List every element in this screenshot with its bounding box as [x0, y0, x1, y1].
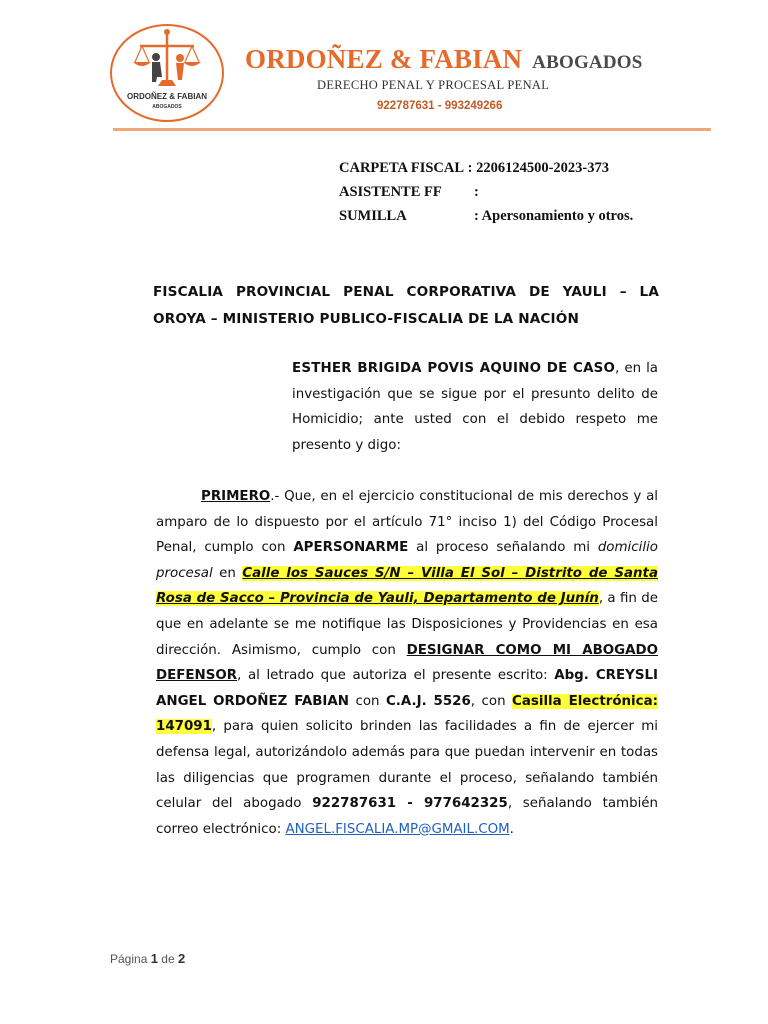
text-segment: , con	[470, 693, 513, 709]
procesal-address: Calle los Sauces S/N – Villa El Sol – Distrito de Santa Rosa de Sacco – Provincia de Yauli, Departamento de Junín	[156, 565, 658, 607]
email-link[interactable]: ANGEL.FISCALIA.MP@GMAIL.COM	[285, 821, 510, 837]
text-segment: , al letrado que autoriza el presente escrito:	[237, 668, 555, 684]
text-segment: con	[348, 693, 386, 709]
party-text: , en la investigación que se sigue por el presunto delito de Homicidio; ante usted con el debido respeto me presento y digo:	[292, 361, 659, 453]
firm-name-main: ORDOÑEZ & FABIAN	[245, 44, 523, 74]
text-segment: en	[212, 565, 243, 581]
text-segment: , a fin de que en adelante se me notifique las Disposiciones y Providencias en esa dirección. Asimismo, cumplo con	[156, 591, 658, 658]
firm-name	[245, 44, 643, 75]
firm-phones: 922787631 - 993249266	[377, 100, 503, 112]
primero-label: PRIMERO	[201, 489, 271, 504]
addressee-heading: FISCALIA PROVINCIAL PENAL CORPORATIVA DE YAULI – LA OROYA – MINISTERIO PUBLICO-FISCALIA DE LA NACIÓN	[153, 284, 659, 327]
page-total: 2	[178, 951, 186, 966]
case-metadata	[339, 156, 633, 228]
page-number: 1	[150, 951, 158, 966]
domicilio-procesal: domicilio procesal	[156, 540, 658, 581]
lawyer-name: Abg. CREYSLI ANGEL ORDOÑEZ FABIAN	[156, 668, 658, 709]
text-segment: , para quien solicito brinden las facilidades a fin de ejercer mi defensa legal, autorizándolo además para que puedan intervenir en todas las diligencias que programen durante el proceso, señalando también celular del abogado	[156, 719, 658, 812]
designar-abogado: DESIGNAR COMO MI ABOGADO DEFENSOR	[156, 642, 659, 684]
text-segment: , señalando también correo electrónico:	[156, 796, 659, 837]
asistente-label: ASISTENTE FF	[339, 184, 442, 200]
sumilla-label: SUMILLA	[339, 208, 407, 224]
asistente-row	[339, 180, 633, 204]
text-segment: .	[509, 821, 514, 837]
casilla-electronica: Casilla Electrónica: 147091	[156, 693, 658, 735]
party-paragraph	[292, 356, 658, 458]
text-segment: al proceso señalando mi	[408, 540, 598, 556]
logo-text: ORDOÑEZ & FABIAN	[127, 92, 207, 101]
firm-logo	[108, 22, 226, 124]
header-divider	[113, 128, 711, 131]
caj-number: C.A.J. 5526	[385, 693, 471, 709]
carpeta-row	[339, 156, 633, 180]
firm-subtitle: DERECHO PENAL Y PROCESAL PENAL	[317, 78, 550, 92]
carpeta-value: : 2206124500-2023-373	[467, 160, 610, 176]
of-word: de	[161, 952, 175, 966]
sumilla-row	[339, 204, 633, 228]
carpeta-label: CARPETA FISCAL	[339, 160, 465, 176]
primero-paragraph	[156, 484, 658, 842]
text-segment: .- Que, en el ejercicio constitucional de mis derechos y al amparo de lo dispuesto por el artículo 71° inciso 1) del Código Procesal Penal, cumplo con	[156, 489, 658, 556]
page-word: Página	[110, 952, 148, 966]
party-name: ESTHER BRIGIDA POVIS AQUINO DE CASO	[292, 361, 616, 376]
apersonarme: APERSONARME	[293, 540, 409, 556]
sumilla-value: : Apersonamiento y otros.	[474, 208, 634, 224]
asistente-value: :	[474, 184, 479, 200]
firm-name-suffix: ABOGADOS	[532, 52, 643, 73]
lawyer-cell: 922787631 - 977642325	[312, 796, 508, 812]
page-footer	[110, 951, 185, 966]
logo-subtext: ABOGADOS	[152, 104, 182, 110]
